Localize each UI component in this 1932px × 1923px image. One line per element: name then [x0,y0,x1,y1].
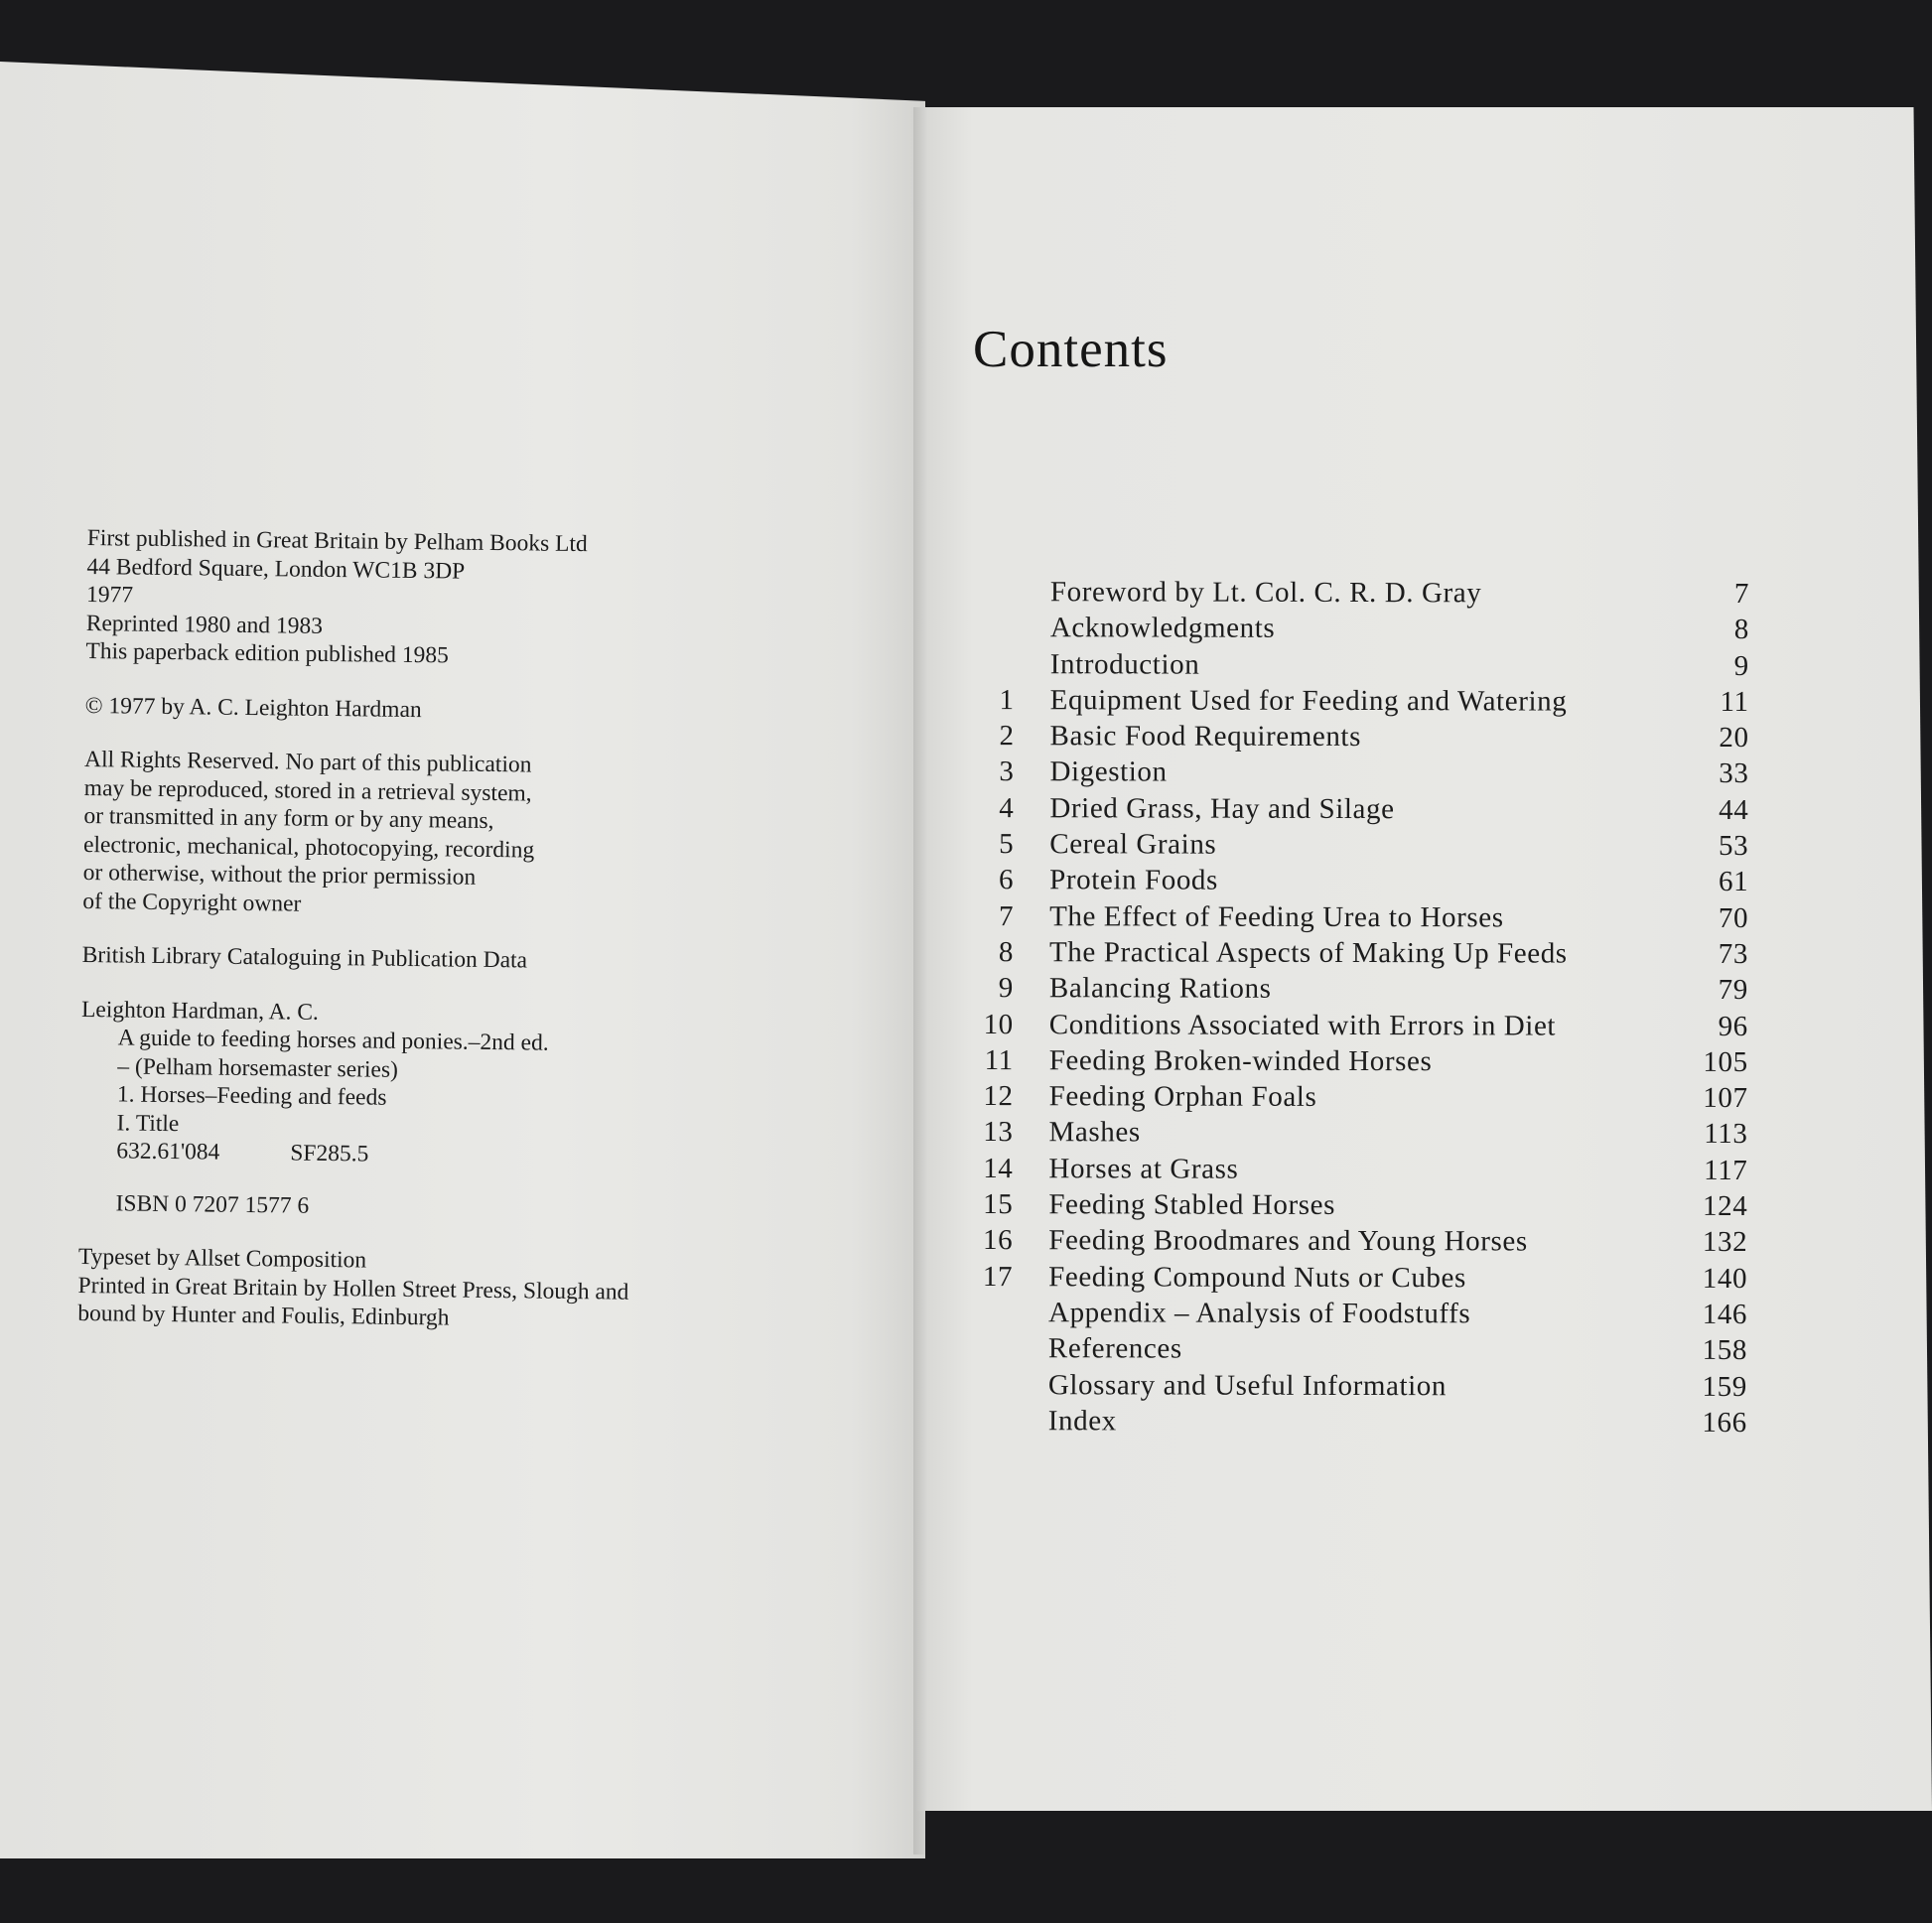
toc-entry [970,790,1784,828]
cip-author: Leighton Hardman, A. C. [80,996,320,1026]
page-number: 7 [1733,578,1749,611]
publication-line: 44 Bedford Square, London WC1B 3DP [86,553,466,585]
chapter-title: Horses at Grass [1048,1152,1239,1185]
chapter-number: 12 [983,1080,1014,1113]
chapter-title: Feeding Stabled Horses [1048,1188,1336,1222]
chapter-title: References [1047,1332,1182,1365]
printing-info [77,1243,773,1336]
toc-entry [970,970,1784,1008]
chapter-number: 15 [983,1188,1014,1221]
publication-line: First published in Great Britain by Pelham Books Ltd [86,524,588,558]
toc-entry [971,718,1785,755]
chapter-number: 2 [999,720,1015,753]
cip-line: I. Title [116,1109,180,1137]
book-gutter [913,107,927,1854]
chapter-title: Cereal Grains [1049,828,1217,861]
chapter-number: 8 [998,936,1015,969]
toc-entry [970,754,1784,791]
chapter-title: Feeding Broodmares and Young Horses [1048,1224,1528,1258]
page-number: 113 [1704,1118,1748,1151]
toc-entry [970,862,1784,899]
page-number: 158 [1702,1334,1747,1367]
rights-statement [82,746,779,924]
page-number: 124 [1702,1189,1748,1223]
chapter-title: Index [1047,1405,1117,1438]
copyright-notice [85,691,780,728]
printing-line: Printed in Great Britain by Hollen Street Press, Slough and [77,1272,629,1305]
chapter-number: 17 [982,1260,1014,1293]
page-number: 61 [1718,866,1749,898]
chapter-title: Glossary and Useful Information [1047,1368,1448,1402]
page-number: 53 [1719,830,1749,863]
cip-line: – (Pelham horsemaster series) [117,1052,399,1083]
toc-entry [971,646,1785,684]
page-number: 159 [1702,1370,1747,1403]
toc-entry [970,1007,1784,1044]
chapter-title: Foreword by Lt. Col. C. R. D. Gray [1049,576,1482,610]
rights-line: All Rights Reserved. No part of this publication [83,746,532,778]
lc-number: SF285.5 [290,1140,369,1168]
chapter-title: Appendix – Analysis of Foodstuffs [1048,1297,1471,1330]
rights-line: or otherwise, without the prior permission [82,859,477,891]
chapter-number: 6 [999,864,1015,896]
page-number: 8 [1733,614,1749,646]
chapter-title: Dried Grass, Hay and Silage [1049,791,1395,825]
toc-entry [970,934,1784,972]
page-number: 33 [1719,757,1749,790]
toc-entry [970,898,1784,936]
cip-data [78,995,776,1225]
chapter-number: 4 [999,791,1015,824]
table-of-contents [969,574,1785,1441]
publication-line: 1977 [85,581,134,609]
chapter-title: Digestion [1049,755,1168,789]
chapter-number: 5 [999,828,1015,861]
page-number: 11 [1720,685,1749,718]
printing-line: bound by Hunter and Foulis, Edinburgh [77,1300,450,1331]
cip-heading-block [82,941,777,978]
publication-line: Reprinted 1980 and 1983 [85,610,324,639]
chapter-title: Feeding Compound Nuts or Cubes [1048,1260,1466,1294]
chapter-number: 3 [999,755,1015,788]
rights-line: electronic, mechanical, photocopying, recording [82,831,535,864]
toc-entry [969,1403,1783,1441]
toc-entry [969,1330,1783,1368]
chapter-number: 7 [998,899,1015,932]
cip-line: A guide to feeding horses and ponies.–2nd ed. [117,1025,549,1056]
chapter-title: The Effect of Feeding Urea to Horses [1049,899,1504,934]
toc-entry [971,682,1785,720]
chapter-title: Feeding Broken-winded Horses [1048,1044,1433,1078]
page-number: 105 [1703,1045,1748,1078]
cip-heading: British Library Cataloguing in Publication Data [81,941,528,974]
page-number: 140 [1702,1262,1748,1295]
page-number: 73 [1718,937,1749,971]
page-number: 146 [1702,1298,1748,1330]
imprint-text [77,524,782,1362]
toc-entry [971,610,1785,647]
chapter-number: 16 [982,1224,1014,1257]
toc-entry [969,1114,1783,1152]
printing-line: Typeset by Allset Composition [77,1243,367,1274]
toc-entry [970,826,1784,864]
page-number: 79 [1718,974,1748,1007]
page-number: 9 [1733,649,1749,682]
page-number: 96 [1718,1010,1748,1042]
chapter-number: 1 [999,683,1015,717]
copyright-line: © 1977 by A. C. Leighton Hardman [84,692,422,723]
chapter-number: 9 [998,972,1014,1005]
chapter-number: 13 [983,1116,1014,1149]
toc-entry [969,1295,1783,1332]
cip-line: 1. Horses–Feeding and feeds [116,1081,387,1111]
toc-entry [969,1186,1783,1224]
isbn: ISBN 0 7207 1577 6 [115,1189,310,1219]
page-number: 70 [1718,901,1749,934]
rights-line: of the Copyright owner [82,888,302,917]
chapter-title: Balancing Rations [1048,972,1272,1006]
chapter-title: Basic Food Requirements [1049,720,1362,754]
chapter-title: The Practical Aspects of Making Up Feeds [1048,936,1568,970]
publication-info [85,524,782,674]
page-number: 107 [1703,1082,1748,1115]
toc-entry [969,1259,1783,1297]
page-number: 44 [1719,793,1749,826]
chapter-number: 14 [983,1152,1014,1184]
dewey-number: 632.61'084 [116,1138,220,1166]
page-number: 20 [1719,722,1749,755]
rights-line: or transmitted in any form or by any means, [83,802,494,835]
chapter-title: Feeding Orphan Foals [1048,1080,1317,1114]
toc-entry [970,1078,1784,1116]
toc-entry [970,1042,1784,1080]
chapter-title: Conditions Associated with Errors in Diet [1048,1008,1557,1042]
rights-line: may be reproduced, stored in a retrieval system, [83,774,532,806]
page-number: 132 [1702,1226,1748,1259]
toc-entry [969,1222,1783,1260]
toc-entry [969,1367,1783,1405]
chapter-title: Acknowledgments [1049,612,1276,645]
page-number: 166 [1702,1406,1747,1439]
toc-entry [971,574,1785,612]
toc-entry [969,1151,1783,1188]
contents-title: Contents [973,321,1169,378]
chapter-number: 10 [983,1008,1014,1040]
chapter-title: Protein Foods [1049,864,1218,897]
chapter-title: Equipment Used for Feeding and Watering [1049,684,1568,718]
chapter-title: Mashes [1048,1116,1141,1149]
chapter-title: Introduction [1049,647,1200,681]
page-number: 117 [1704,1154,1748,1186]
chapter-number: 11 [984,1043,1014,1076]
publication-line: This paperback edition published 1985 [85,637,450,669]
